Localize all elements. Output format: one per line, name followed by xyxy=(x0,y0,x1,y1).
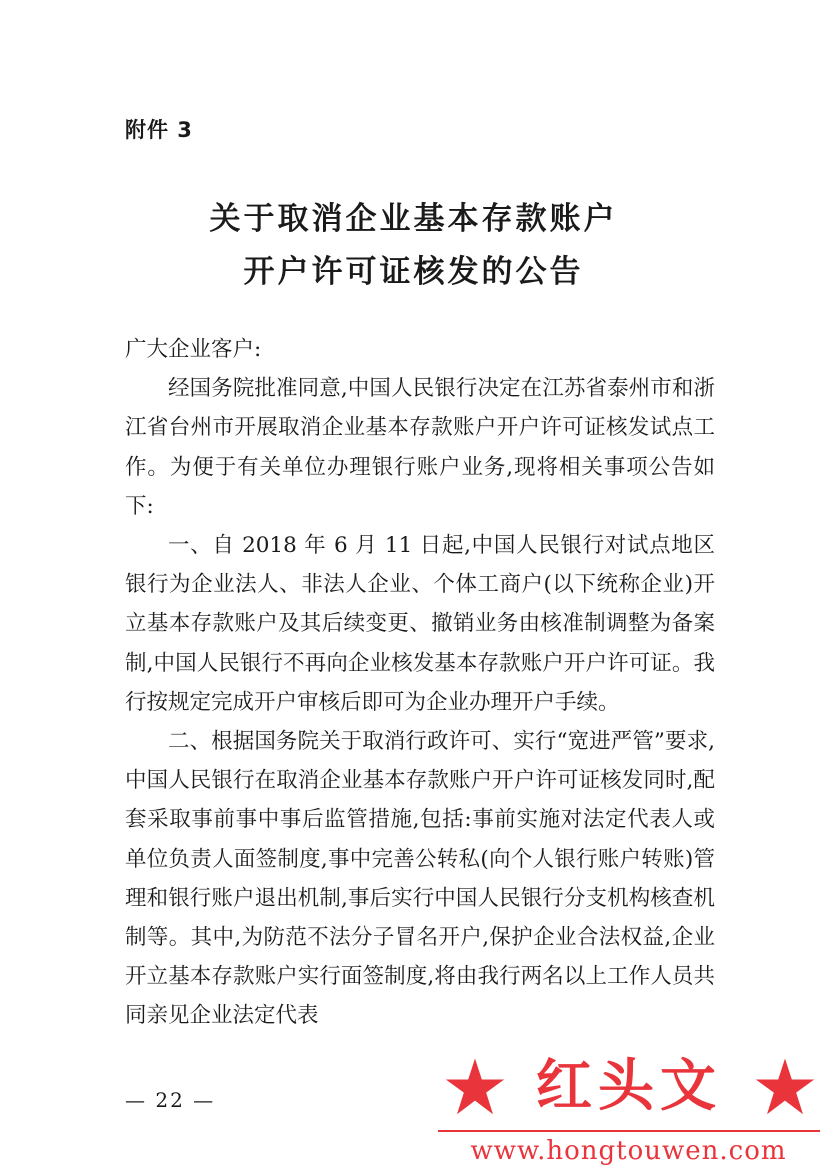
document-title-line-1: 关于取消企业基本存款账户 xyxy=(209,201,618,237)
page-number: — 22 — xyxy=(125,1088,216,1112)
star-icon xyxy=(444,1056,506,1118)
star-icon xyxy=(754,1056,816,1118)
watermark-brand-row xyxy=(436,1050,821,1128)
document-title-line-2: 开户许可证核发的公告 xyxy=(243,254,584,290)
watermark-brand: 红头文 xyxy=(536,1054,722,1119)
watermark xyxy=(436,1050,821,1165)
salutation: 广大企业客户: xyxy=(125,337,262,362)
paragraph-item-1: 一、自 2018 年 6 月 11 日起,中国人民银行对试点地区银行为企业法人、非法人企业、个体工商户(以下统称企业)开立基本存款账户及其后续变更、撤销业务由核准制调整为备案制,中国人民银行不再向企业核发基本存款账户开户许可证。我行按规定完成开户审核后即可为企业办理开户手续。 xyxy=(125,533,715,715)
paragraph-intro: 经国务院批准同意,中国人民银行决定在江苏省泰州市和浙江省台州市开展取消企业基本存款账户开户许可证核发试点工作。为便于有关单位办理银行账户业务,现将相关事项公告如下: xyxy=(125,376,715,519)
attachment-label: 附件 3 xyxy=(125,118,193,142)
document-body xyxy=(125,330,715,1036)
paragraph-item-2: 二、根据国务院关于取消行政许可、实行“宽进严管”要求,中国人民银行在取消企业基本存款账户开户许可证核发同时,配套采取事前事中事后监管措施,包括:事前实施对法定代表人或单位负责人面签制度,事中完善公转私(向个人银行账户转账)管理和银行账户退出机制,事后实行中国人民银行分支机构核查机制等。其中,为防范不法分子冒名开户,保护企业合法权益,企业开立基本存款账户实行面签制度,将由我行两名以上工作人员共同亲见企业法定代表 xyxy=(125,729,715,1029)
watermark-divider xyxy=(438,1130,820,1132)
watermark-url: www.hongtouwen.com xyxy=(470,1136,787,1166)
